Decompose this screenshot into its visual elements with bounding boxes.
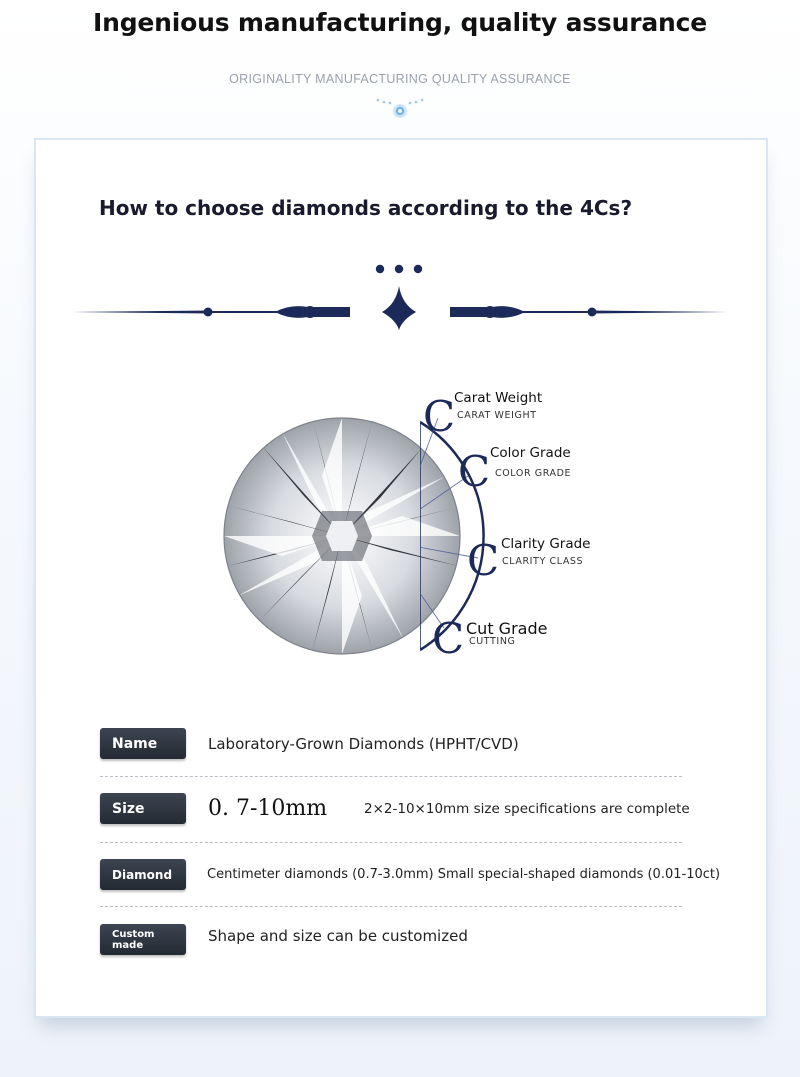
c-sublabel: COLOR GRADE — [495, 468, 572, 479]
c-letter: C — [467, 536, 500, 585]
c-letter: C — [432, 614, 465, 663]
fleur-divider-icon — [60, 256, 740, 332]
c-label: Color Grade — [490, 445, 571, 461]
spec-badge: Custom made — [100, 924, 186, 955]
ornament-dots-icon — [370, 94, 430, 122]
c-sublabel: CARAT WEIGHT — [457, 410, 537, 421]
c-letter: C — [458, 447, 491, 496]
c-label: Carat Weight — [454, 390, 543, 406]
c-label: Cut Grade — [466, 619, 548, 638]
spec-value: Shape and size can be customized — [208, 927, 468, 945]
spec-value: Laboratory-Grown Diamonds (HPHT/CVD) — [208, 735, 519, 753]
divider — [100, 776, 682, 777]
size-value: 0. 7-10mm — [208, 796, 328, 821]
card-heading: How to choose diamonds according to the 4Cs? — [99, 196, 633, 220]
spec-value: Centimeter diamonds (0.7-3.0mm) Small special-shaped diamonds (0.01-10ct) — [207, 867, 721, 882]
spec-badge: Name — [100, 728, 186, 759]
c-letter: C — [423, 392, 456, 441]
divider — [100, 842, 682, 843]
page-title: Ingenious manufacturing, quality assurance — [93, 8, 707, 37]
c-sublabel: CLARITY CLASS — [502, 556, 584, 567]
c-sublabel: CUTTING — [469, 636, 516, 647]
spec-badge: Diamond — [100, 859, 186, 890]
spec-badge: Size — [100, 793, 186, 824]
divider — [100, 906, 682, 907]
page-subtitle: ORIGINALITY MANUFACTURING QUALITY ASSURANCE — [229, 72, 571, 86]
c-label: Clarity Grade — [501, 536, 591, 552]
spec-value: 2×2-10×10mm size specifications are complete — [364, 801, 690, 817]
